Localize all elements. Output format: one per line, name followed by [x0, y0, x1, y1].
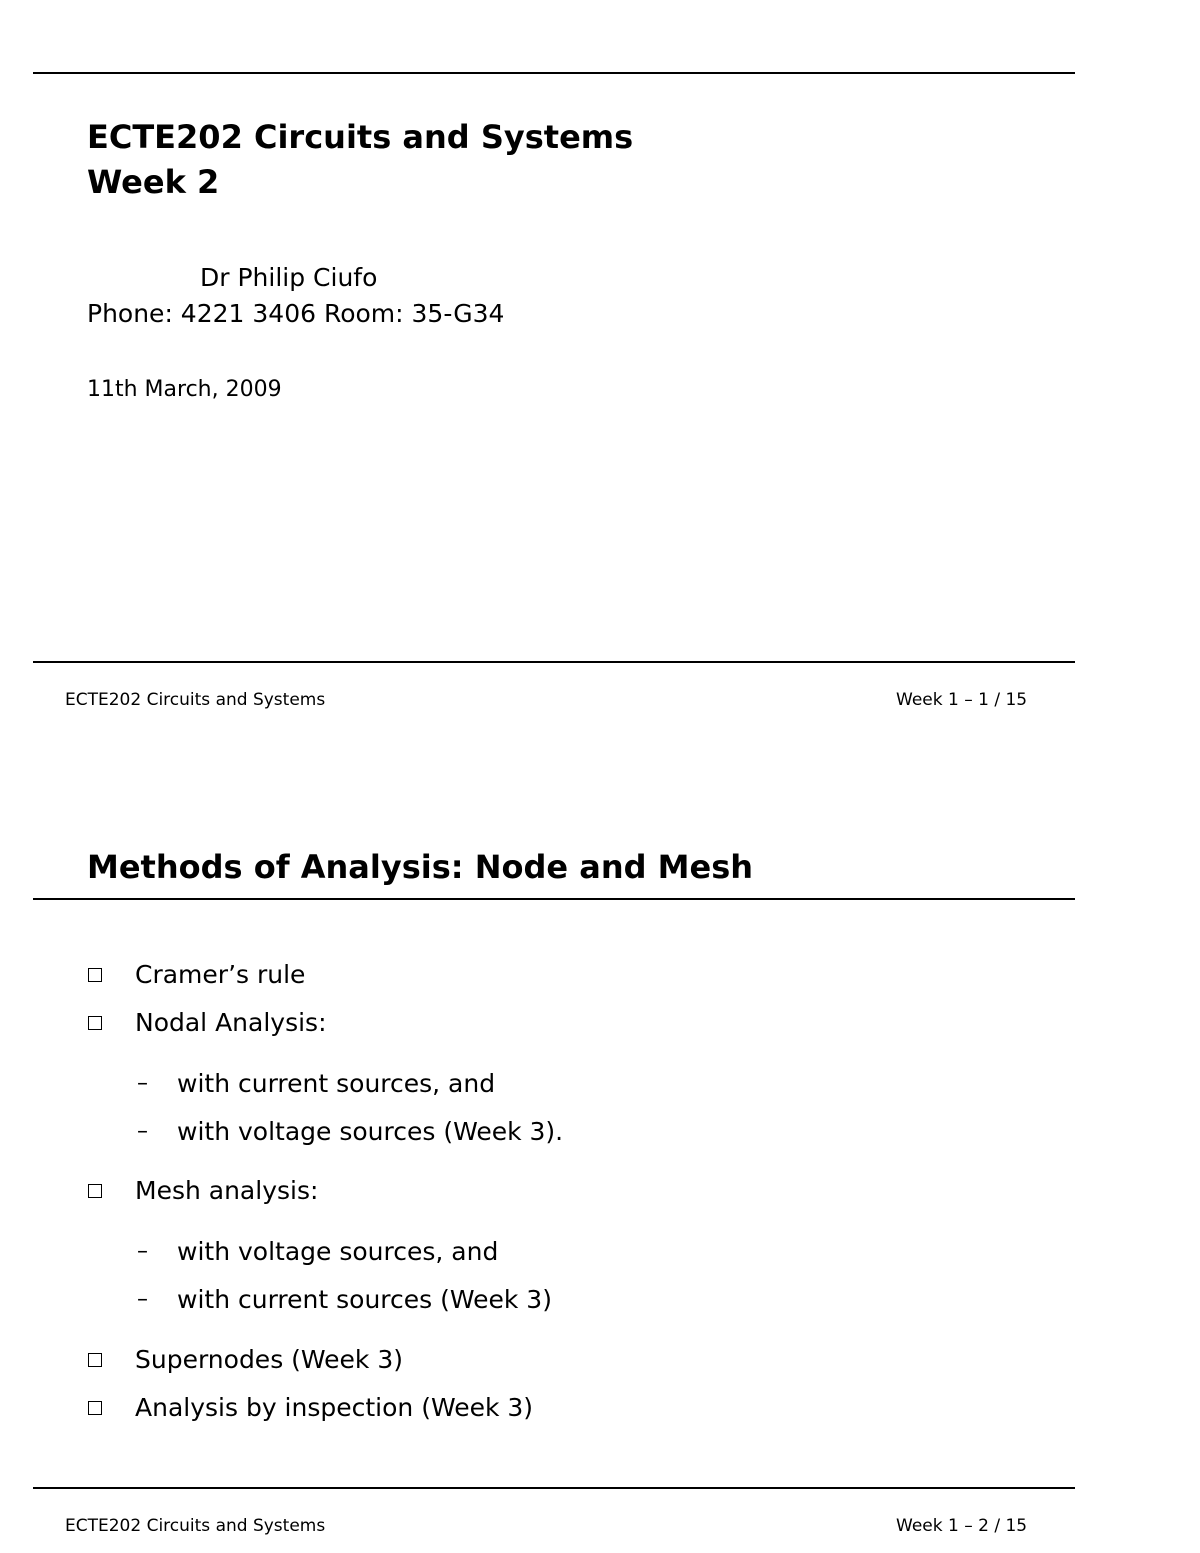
- sub-bullet-text: with voltage sources (Week 3).: [177, 1117, 564, 1146]
- slide2-title-rule: [33, 898, 1075, 900]
- slide1-footer-course: ECTE202 Circuits and Systems: [65, 690, 326, 710]
- slide1-subtitle: Week 2: [87, 163, 220, 201]
- square-bullet-icon: [88, 1353, 102, 1367]
- square-bullet-icon: [88, 1016, 102, 1030]
- sub-bullet-text: with current sources, and: [177, 1069, 496, 1098]
- bullet-text: Nodal Analysis:: [135, 1008, 327, 1037]
- dash-bullet-icon: –: [137, 1071, 148, 1096]
- slide2-footer-page: Week 1 – 2 / 15: [896, 1516, 1028, 1536]
- slide1-title: ECTE202 Circuits and Systems: [87, 118, 634, 156]
- square-bullet-icon: [88, 1401, 102, 1415]
- slide2-footer-rule: [33, 1487, 1075, 1489]
- sub-bullet-text: with current sources (Week 3): [177, 1285, 552, 1314]
- slide1-contact: Phone: 4221 3406 Room: 35-G34: [87, 299, 505, 328]
- slide2-footer-course: ECTE202 Circuits and Systems: [65, 1516, 326, 1536]
- slide2-title: Methods of Analysis: Node and Mesh: [87, 848, 754, 886]
- slide1-author: Dr Philip Ciufo: [200, 263, 378, 292]
- slide1-date: 11th March, 2009: [87, 377, 282, 402]
- sub-bullet-text: with voltage sources, and: [177, 1237, 499, 1266]
- bullet-text: Mesh analysis:: [135, 1176, 319, 1205]
- bullet-text: Analysis by inspection (Week 3): [135, 1393, 534, 1422]
- bullet-text: Cramer’s rule: [135, 960, 306, 989]
- dash-bullet-icon: –: [137, 1119, 148, 1144]
- slide1-footer-rule: [33, 661, 1075, 663]
- dash-bullet-icon: –: [137, 1287, 148, 1312]
- bullet-text: Supernodes (Week 3): [135, 1345, 404, 1374]
- slide1-top-rule: [33, 72, 1075, 74]
- dash-bullet-icon: –: [137, 1239, 148, 1264]
- square-bullet-icon: [88, 968, 102, 982]
- slide1-footer-page: Week 1 – 1 / 15: [896, 690, 1028, 710]
- square-bullet-icon: [88, 1184, 102, 1198]
